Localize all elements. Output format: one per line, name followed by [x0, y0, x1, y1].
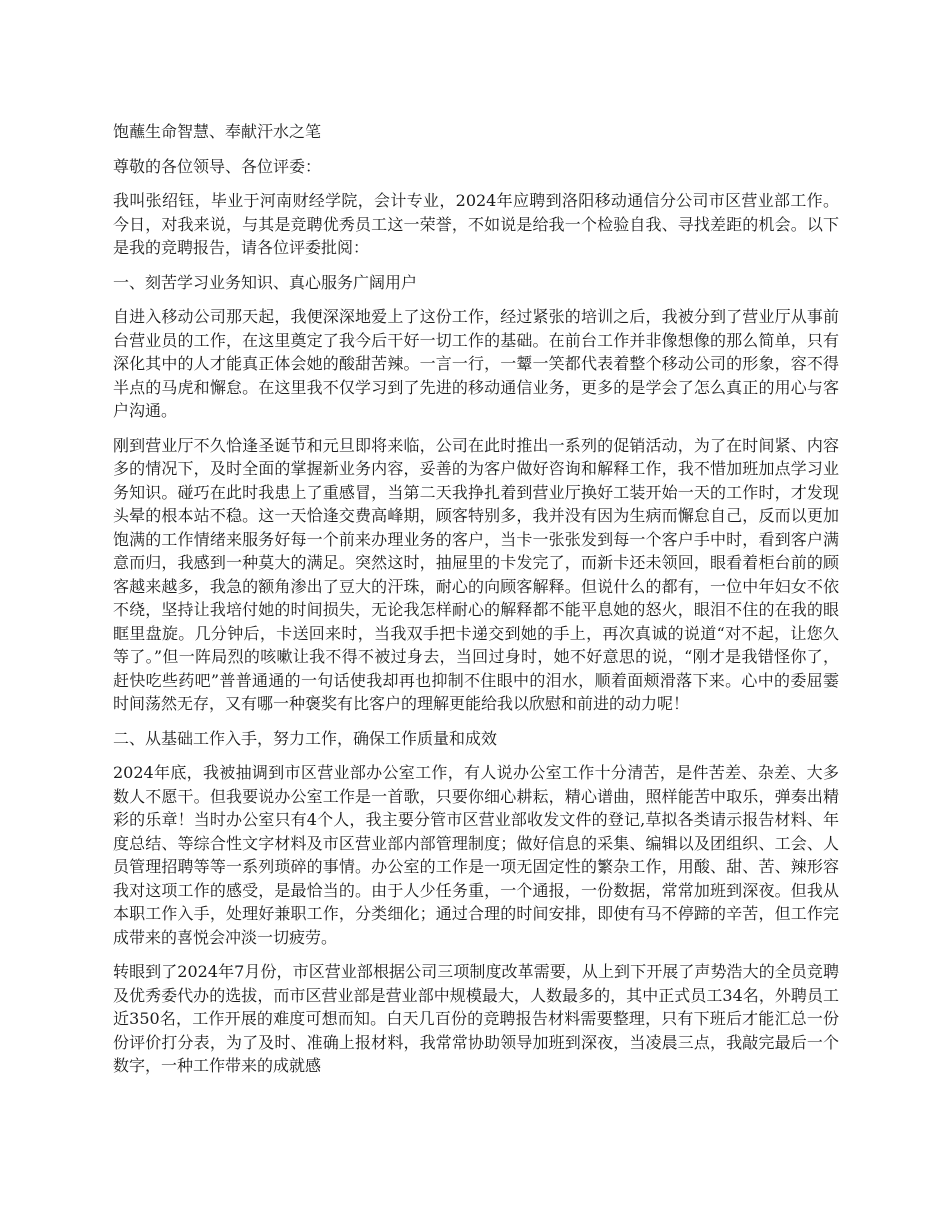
section-1-paragraph-1: 自进入移动公司那天起，我便深深地爱上了这份工作，经过紧张的培训之后，我被分到了营业厅从事前台营业员的工作，在这里奠定了我今后干好一切工作的基础。在前台工作并非像想像的那么简单，只有深化其中的人才能真正体会她的酸甜苦辣。一言一行，一颦一笑都代表着整个移动公司的形象，容不得半点的马虎和懈怠。在这里我不仅学习到了先进的移动通信业务，更多的是学会了怎么真正的用心与客户沟通。 [113, 307, 839, 420]
section-2-paragraph-2: 转眼到了2024年7月份，市区营业部根据公司三项制度改革需要，从上到下开展了声势浩大的全员竞聘及优秀委代办的选拔，而市区营业部是营业部中规模最大，人数最多的，其中正式员工34名，外聘员工近350名，工作开展的难度可想而知。白天几百份的竞聘报告材料需要整理，只有下班后才能汇总一份份评价打分表，为了及时、准确上报材料，我常常协助领导加班到深夜，当凌晨三点，我敲完最后一个数字，一种工作带来的成就感 [113, 962, 839, 1075]
document-page [113, 120, 839, 1089]
document-title: 饱蘸生命智慧、奉献汗水之笔 [113, 122, 322, 141]
intro-paragraph: 我叫张绍钰，毕业于河南财经学院，会计专业，2024年应聘到洛阳移动通信分公司市区营业部工作。今日，对我来说，与其是竞聘优秀员工这一荣誉，不如说是给我一个检验自我、寻找差距的机会。以下是我的竞聘报告，请各位评委批阅： [113, 191, 839, 257]
section-1-heading: 一、刻苦学习业务知识、真心服务广阔用户 [113, 272, 418, 292]
section-2-heading: 二、从基础工作入手，努力工作，确保工作质量和成效 [113, 728, 498, 748]
salutation: 尊敬的各位领导、各位评委： [113, 156, 322, 176]
section-1-paragraph-2: 刚到营业厅不久恰逢圣诞节和元旦即将来临，公司在此时推出一系列的促销活动，为了在时间紧、内容多的情况下，及时全面的掌握新业务内容，妥善的为客户做好咨询和解释工作，我不惜加班加点学习业务知识。碰巧在此时我患上了重感冒，当第二天我挣扎着到营业厅换好工装开始一天的工作时，才发现头晕的根本站不稳。这一天恰逢交费高峰期，顾客特别多，我并没有因为生病而懈怠自己，反而以更加饱满的工作情绪来服务好每一个前来办理业务的客户，当卡一张张发到每一个客户手中时，看到客户满意而归，我感到一种莫大的满足。突然这时，抽屉里的卡发完了，而新卡还未领回，眼看着柜台前的顾客越来越多，我急的额角渗出了豆大的汗珠，耐心的向顾客解释。但说什么的都有，一位中年妇女不依不绕，坚持让我培付她的时间损失，无论我怎样耐心的解释都不能平息她的怒火，眼泪不住的在我的眼眶里盘旋。几分钟后，卡送回来时，当我双手把卡递交到她的手上，再次真诚的说道“对不起，让您久等了。”但一阵局烈的咳嗽让我不得不被过身去，当回过身时，她不好意思的说，“刚才是我错怪你了，赶快吃些药吧”普普通通的一句话使我却再也抑制不住眼中的泪水，顺着面颊滑落下来。心中的委屈霎时间荡然无存，又有哪一种褒奖有比客户的理解更能给我以欣慰和前进的动力呢！ [113, 435, 839, 713]
section-2-paragraph-1: 2024年底，我被抽调到市区营业部办公室工作，有人说办公室工作十分清苦，是件苦差、杂差、大多数人不愿干。但我要说办公室工作是一首歌，只要你细心耕耘，精心谱曲，照样能苦中取乐，弹奏出精彩的乐章！当时办公室只有4个人，我主要分管市区营业部收发文件的登记,草拟各类请示报告材料、年度总结、等综合性文字材料及市区营业部内部管理制度；做好信息的采集、编辑以及团组织、工会、人员管理招聘等等一系列琐碎的事情。办公室的工作是一项无固定性的繁杂工作，用酸、甜、苦、辣形容我对这项工作的感受，是最恰当的。由于人少任务重，一个通报，一份数据，常常加班到深夜。但我从本职工作入手，处理好兼职工作，分类细化；通过合理的时间安排，即使有马不停蹄的辛苦，但工作完成带来的喜悦会冲淡一切疲劳。 [113, 763, 839, 947]
